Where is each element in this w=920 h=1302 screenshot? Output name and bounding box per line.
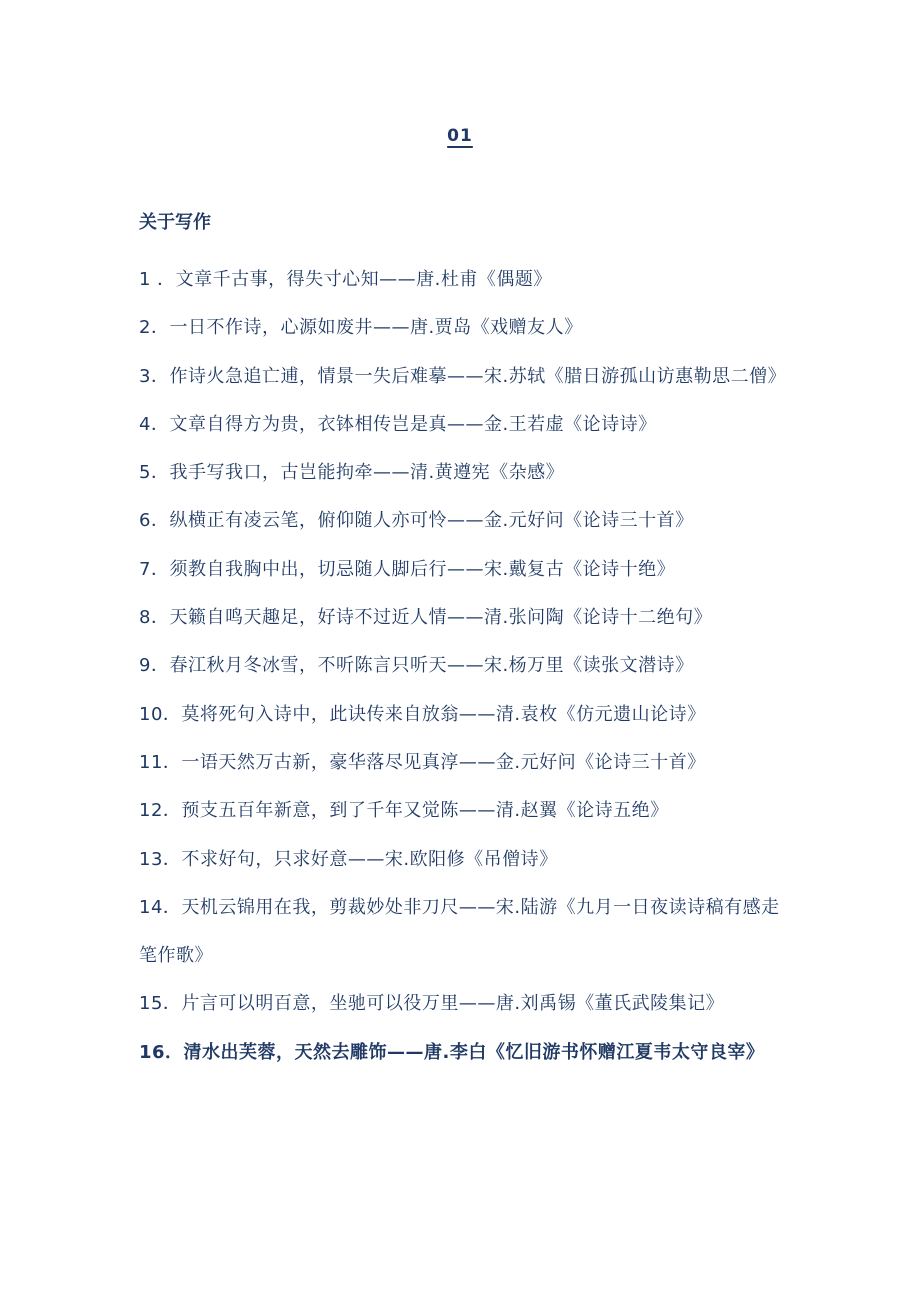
- quote-item: 8．天籁自鸣天趣足，好诗不过近人情——清.张问陶《论诗十二绝句》: [139, 607, 713, 629]
- quote-item: 11．一语天然万古新，豪华落尽见真淳——金.元好问《论诗三十首》: [139, 751, 706, 773]
- quote-item: 7．须教自我胸中出，切忌随人脚后行——宋.戴复古《论诗十绝》: [139, 558, 676, 580]
- quote-item: 9．春江秋月冬冰雪，不听陈言只听天——宋.杨万里《读张文潜诗》: [139, 655, 694, 677]
- quote-list: [139, 256, 794, 1077]
- quote-item: 3．作诗火急追亡逋，情景一失后难摹——宋.苏轼《腊日游孤山访惠勒思二僧》: [139, 365, 787, 387]
- quote-item: 12．预支五百年新意，到了千年又觉陈——清.赵翼《论诗五绝》: [139, 800, 669, 822]
- section-title: 关于写作: [139, 212, 211, 233]
- quote-item: 6．纵横正有凌云笔，俯仰随人亦可怜——金.元好问《论诗三十首》: [139, 510, 694, 532]
- quote-item: 15．片言可以明百意，坐驰可以役万里——唐.刘禹锡《董氏武陵集记》: [139, 993, 725, 1015]
- quote-item: 10．莫将死句入诗中，此诀传来自放翁——清.袁枚《仿元遗山论诗》: [139, 703, 706, 725]
- quote-item-highlighted: 16．清水出芙蓉，天然去雕饰——唐.李白《忆旧游书怀赠江夏韦太守良宰》: [139, 1041, 765, 1063]
- page-number: [0, 126, 920, 146]
- quote-item: 2．一日不作诗，心源如废井——唐.贾岛《戏赠友人》: [139, 317, 583, 339]
- quote-item: 5．我手写我口，古岂能拘牵——清.黄遵宪《杂感》: [139, 462, 565, 484]
- quote-item: 4．文章自得方为贵，衣钵相传岂是真——金.王若虚《论诗诗》: [139, 413, 657, 435]
- page-number-text: 01: [447, 126, 473, 146]
- quote-item: 14．天机云锦用在我，剪裁妙处非刀尺——宋.陆游《九月一日夜读诗稿有感走笔作歌》: [139, 896, 780, 967]
- quote-item: 13．不求好句，只求好意——宋.欧阳修《吊僧诗》: [139, 848, 558, 870]
- quote-item: 1 ．文章千古事，得失寸心知——唐.杜甫《偶题》: [139, 269, 552, 290]
